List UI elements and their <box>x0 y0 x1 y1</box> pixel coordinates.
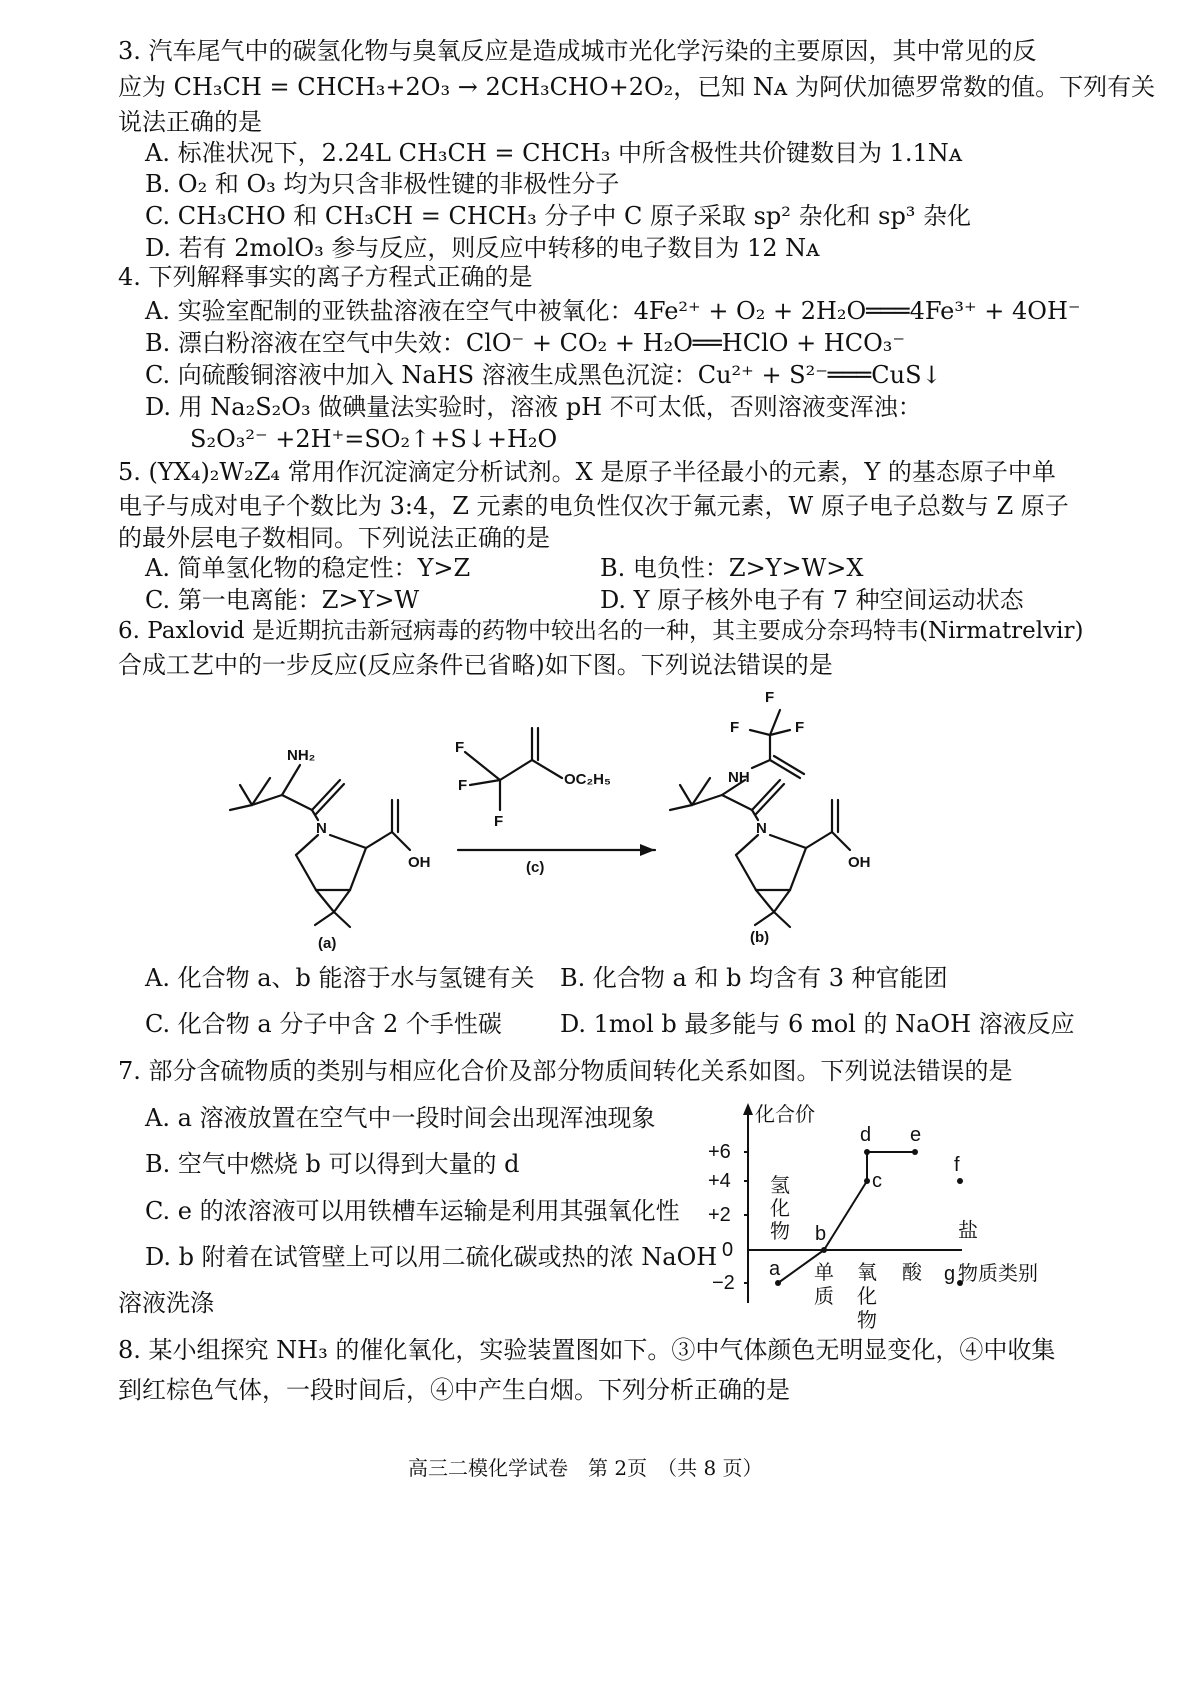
f-label-b2: F <box>730 719 740 736</box>
category-element <box>814 1261 834 1308</box>
category-acid: 酸 <box>902 1262 922 1284</box>
f-label-b1: F <box>765 689 775 706</box>
n-label-b: N <box>756 820 767 837</box>
category-hydride <box>770 1174 790 1243</box>
point-e-label: e <box>910 1124 922 1146</box>
category-oxide <box>857 1261 877 1332</box>
n-label-a: N <box>316 820 327 837</box>
q7-option-a: A. a 溶液放置在空气中一段时间会出现浑浊现象 <box>145 1104 656 1132</box>
category-salt: 盐 <box>958 1220 978 1242</box>
q7-option-b: B. 空气中燃烧 b 可以得到大量的 d <box>145 1150 520 1178</box>
q3-stem-line-2: 应为 CH₃CH = CHCH₃+2O₃ → 2CH₃CHO+2O₂，已知 Nᴀ 为阿伏加德罗常数的值。下列有关 <box>118 73 1156 101</box>
q5-stem-line-3: 的最外层电子数相同。下列说法正确的是 <box>118 524 550 552</box>
q8-stem-line-1: 8. 某小组探究 NH₃ 的催化氧化，实验装置图如下。③中气体颜色无明显变化，④中收集 <box>118 1336 1056 1364</box>
q4-option-b: B. 漂白粉溶液在空气中失效：ClO⁻ + CO₂ + H₂O══HClO + HCO₃⁻ <box>145 329 906 357</box>
q3-option-b: B. O₂ 和 O₃ 均为只含非极性键的非极性分子 <box>145 170 620 198</box>
q6-option-c: C. 化合物 a 分子中含 2 个手性碳 <box>145 1010 502 1038</box>
q5-option-b: B. 电负性：Z>Y>W>X <box>600 554 864 582</box>
q6-stem-line-1: 6. Paxlovid 是近期抗击新冠病毒的药物中较出名的一种，其主要成分奈玛特韦(Nirmatrelvir) <box>118 618 1084 644</box>
oc2h5-label: OC₂H₅ <box>564 771 611 788</box>
f-label-c3: F <box>494 813 504 830</box>
oh-label-b: OH <box>848 854 871 871</box>
f-label-b3: F <box>795 719 805 736</box>
q5-option-a: A. 简单氢化物的稳定性：Y>Z <box>145 554 471 582</box>
q4-option-a: A. 实验室配制的亚铁盐溶液在空气中被氧化：4Fe²⁺ + O₂ + 2H₂O═══4Fe³⁺ + 4OH⁻ <box>145 297 1081 325</box>
q6-option-d: D. 1mol b 最多能与 6 mol 的 NaOH 溶液反应 <box>560 1010 1075 1038</box>
compound-b-label: (b) <box>750 929 770 946</box>
q3-option-d: D. 若有 2molO₃ 参与反应，则反应中转移的电子数目为 12 Nᴀ <box>145 234 820 262</box>
y-axis-label: 化合价 <box>755 1104 815 1126</box>
q7-option-d-cont: 溶液洗涤 <box>118 1289 214 1317</box>
point-f-label: f <box>954 1154 960 1176</box>
q8-stem-line-2: 到红棕色气体，一段时间后，④中产生白烟。下列分析正确的是 <box>118 1376 790 1404</box>
q3-option-a: A. 标准状况下，2.24L CH₃CH = CHCH₃ 中所含极性共价键数目为 1.1Nᴀ <box>145 139 963 167</box>
q4-option-c: C. 向硫酸铜溶液中加入 NaHS 溶液生成黑色沉淀：Cu²⁺ + S²⁻═══CuS↓ <box>145 361 942 389</box>
svg-text:物: 物 <box>857 1310 877 1332</box>
q5-stem-line-2: 电子与成对电子个数比为 3:4，Z 元素的电负性仅次于氟元素，W 原子电子总数与 Z 原子 <box>118 492 1069 520</box>
svg-text:化: 化 <box>770 1198 790 1220</box>
f-label-c2: F <box>458 777 468 794</box>
point-b-label: b <box>815 1223 827 1245</box>
point-d-label: d <box>860 1124 872 1146</box>
svg-text:氢: 氢 <box>770 1175 790 1197</box>
q4-option-d: D. 用 Na₂S₂O₃ 做碘量法实验时，溶液 pH 不可太低，否则溶液变浑浊： <box>145 393 922 421</box>
compound-a-label: (a) <box>318 935 337 952</box>
y-tick-zero: 0 <box>722 1239 734 1261</box>
q4-option-d-equation: S₂O₃²⁻ +2H⁺=SO₂↑+S↓+H₂O <box>190 425 558 453</box>
q6-option-b: B. 化合物 a 和 b 均含有 3 种官能团 <box>560 964 948 992</box>
svg-text:单: 单 <box>814 1262 834 1284</box>
q7-option-c: C. e 的浓溶液可以用铁槽车运输是利用其强氧化性 <box>145 1197 680 1225</box>
nh2-label-a: NH₂ <box>287 747 316 764</box>
y-tick-plus2: +2 <box>708 1204 731 1226</box>
q6-option-a: A. 化合物 a、b 能溶于水与氢键有关 <box>145 964 535 992</box>
page-footer: 高三二模化学试卷 第 2页 （共 8 页） <box>408 1456 763 1480</box>
q5-option-c: C. 第一电离能：Z>Y>W <box>145 586 420 614</box>
svg-text:质: 质 <box>814 1286 834 1308</box>
y-tick-plus4: +4 <box>708 1170 731 1192</box>
q3-option-c: C. CH₃CHO 和 CH₃CH = CHCH₃ 分子中 C 原子采取 sp² 杂化和 sp³ 杂化 <box>145 202 972 230</box>
q3-stem-line-3: 说法正确的是 <box>118 108 262 136</box>
q5-option-d: D. Y 原子核外电子有 7 种空间运动状态 <box>600 586 1024 614</box>
q6-stem-line-2: 合成工艺中的一步反应(反应条件已省略)如下图。下列说法错误的是 <box>118 651 833 679</box>
reaction-scheme <box>0 680 1200 960</box>
point-a-label: a <box>769 1258 781 1280</box>
y-tick-plus6: +6 <box>708 1141 731 1163</box>
sulfur-valence-chart <box>700 1095 1070 1335</box>
nh-label-b: NH <box>728 769 750 786</box>
oh-label-a: OH <box>408 854 431 871</box>
y-tick-minus2: −2 <box>712 1272 735 1294</box>
q3-stem-line-1: 3. 汽车尾气中的碳氢化物与臭氧反应是造成城市光化学污染的主要原因，其中常见的反 <box>118 37 1037 65</box>
x-axis-label: 物质类别 <box>958 1263 1038 1285</box>
q5-stem-line-1: 5. (YX₄)₂W₂Z₄ 常用作沉淀滴定分析试剂。X 是原子半径最小的元素，Y 的基态原子中单 <box>118 458 1056 486</box>
svg-text:氧: 氧 <box>857 1262 877 1284</box>
q4-stem: 4. 下列解释事实的离子方程式正确的是 <box>118 263 533 291</box>
q7-option-d: D. b 附着在试管壁上可以用二硫化碳或热的浓 NaOH <box>145 1243 718 1271</box>
svg-text:物: 物 <box>770 1221 790 1243</box>
f-label-c1: F <box>455 739 465 756</box>
q7-stem: 7. 部分含硫物质的类别与相应化合价及部分物质间转化关系如图。下列说法错误的是 <box>118 1057 1013 1085</box>
svg-text:化: 化 <box>857 1286 877 1308</box>
point-c-label: c <box>872 1170 882 1192</box>
point-g-label: g <box>944 1263 956 1285</box>
reagent-c-label: (c) <box>526 859 545 876</box>
